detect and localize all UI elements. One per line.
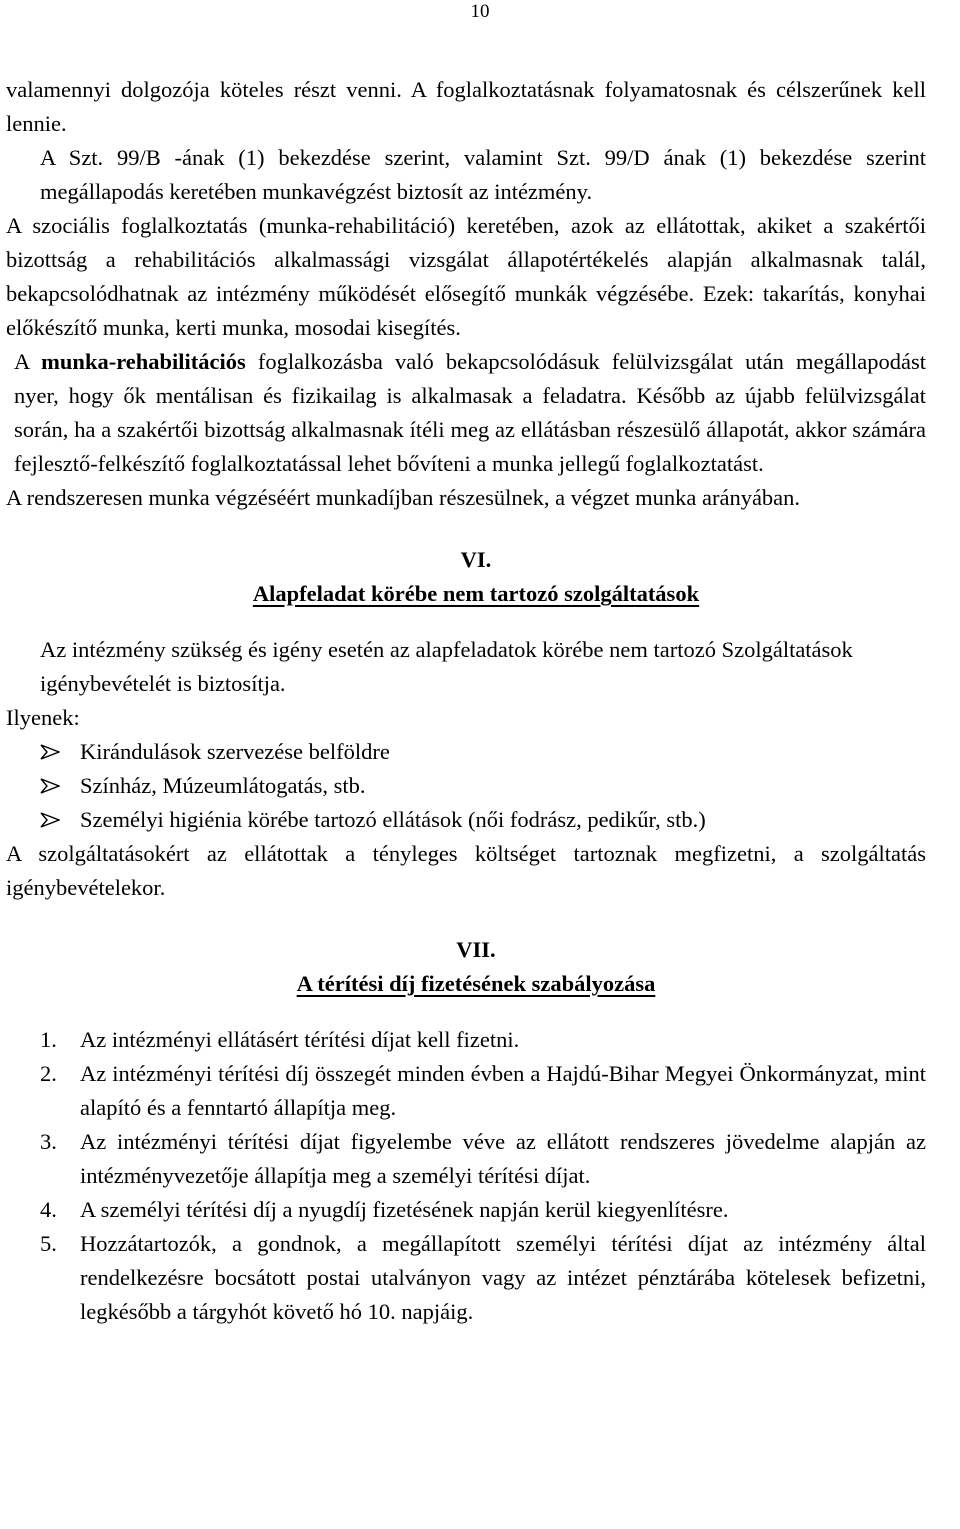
list-label: Ilyenek: xyxy=(6,705,80,730)
paragraph-text: A xyxy=(14,349,42,374)
paragraph-text: foglalkozásba való bekapcsolódásuk felülvizsgálat után megállapodást nyer, hogy ők mentálisan és fizikailag is alkalmasak a feladatra. Később az újabb felülvizsgálat során, ha a szakértői bizottság alkalmasnak ítéli meg az ellátásban részesülő állapotát, akkor számára fejlesztő-felkészítő foglalkoztatással lehet bővíteni a munka jellegű foglalkoztatást. xyxy=(14,349,926,476)
document-body xyxy=(6,73,926,1329)
arrow-bullet-icon xyxy=(40,812,60,828)
section-number: VI. xyxy=(460,547,492,572)
list-item-text: Az intézményi térítési díj összegét minden évben a Hajdú-Bihar Megyei Önkormányzat, mint alapító és a fenntartó állapítja meg. xyxy=(80,1061,926,1120)
list-number: 2. xyxy=(40,1061,57,1086)
list-item-text: Személyi higiénia körébe tartozó ellátások (női fodrász, pedikűr, stb.) xyxy=(80,807,706,832)
fee-rules-list xyxy=(6,1023,926,1329)
section-title: Alapfeladat körébe nem tartozó szolgáltatások xyxy=(252,581,700,606)
paragraph: A Szt. 99/B -ának (1) bekezdése szerint, valamint Szt. 99/D ának (1) bekezdése szerint megállapodás keretében munkavégzést biztosít az intézmény. xyxy=(40,145,926,204)
list-item-text: Kirándulások szervezése belföldre xyxy=(80,739,390,764)
section-number: VII. xyxy=(456,937,496,962)
list-item-text: Hozzátartozók, a gondnok, a megállapított személyi térítési díjat az intézmény által rendelkezésre bocsátott postai utalványon vagy az intézet pénztárába kötelesek befizetni, legkésőbb a tárgyhót követő hó 10. napjáig. xyxy=(80,1231,926,1324)
paragraph: A szolgáltatásokért az ellátottak a tényleges költséget tartoznak megfizetni, a szolgáltatás igénybevételekor. xyxy=(6,841,926,900)
section-intro: Az intézmény szükség és igény esetén az alapfeladatok körébe nem tartozó Szolgáltatások igénybevételét is biztosítja. xyxy=(40,637,853,696)
paragraph: A rendszeresen munka végzéséért munkadíjban részesülnek, a végzet munka arányában. xyxy=(6,485,801,510)
list-item xyxy=(6,1057,926,1125)
list-item-text: Az intézményi térítési díjat figyelembe véve az ellátott rendszeres jövedelme alapján az intézményvezetője állapítja meg a személyi térítési díjat. xyxy=(80,1129,926,1188)
section-title: A térítési díj fizetésének szabályozása xyxy=(296,971,656,996)
page-number: 10 xyxy=(470,1,490,22)
paragraph: valamennyi dolgozója köteles részt venni. A foglalkoztatásnak folyamatosnak és célszerűnek kell lennie. xyxy=(6,77,926,136)
bold-term: munka-rehabilitációs xyxy=(41,349,246,374)
arrow-bullet-icon xyxy=(40,778,60,794)
arrow-bullet-icon xyxy=(40,744,60,760)
list-number: 4. xyxy=(40,1197,57,1222)
paragraph: A szociális foglalkoztatás (munka-rehabilitáció) keretében, azok az ellátottak, akiket a szakértői bizottság a rehabilitációs alkalmassági vizsgálat állapotértékelés alapján alkalmasnak talál, bekapcsolódhatnak az intézmény működését elősegítő munkák végzésébe. Ezek: takarítás, konyhai előkészítő munka, kerti munka, mosodai kisegítés. xyxy=(6,213,926,340)
list-item-text: Az intézményi ellátásért térítési díjat kell fizetni. xyxy=(80,1027,520,1052)
list-item xyxy=(6,803,926,837)
list-item-text: A személyi térítési díj a nyugdíj fizetésének napján kerül kiegyenlítésre. xyxy=(80,1197,729,1222)
list-item xyxy=(6,1227,926,1329)
list-item xyxy=(6,1023,926,1057)
list-number: 5. xyxy=(40,1231,57,1256)
list-number: 3. xyxy=(40,1129,57,1154)
list-item xyxy=(6,735,926,769)
list-number: 1. xyxy=(40,1027,57,1052)
list-item-text: Színház, Múzeumlátogatás, stb. xyxy=(80,773,366,798)
services-list xyxy=(6,735,926,837)
paragraph-rehabilitation xyxy=(6,345,926,481)
list-item xyxy=(6,1193,926,1227)
list-item xyxy=(6,769,926,803)
list-item xyxy=(6,1125,926,1193)
